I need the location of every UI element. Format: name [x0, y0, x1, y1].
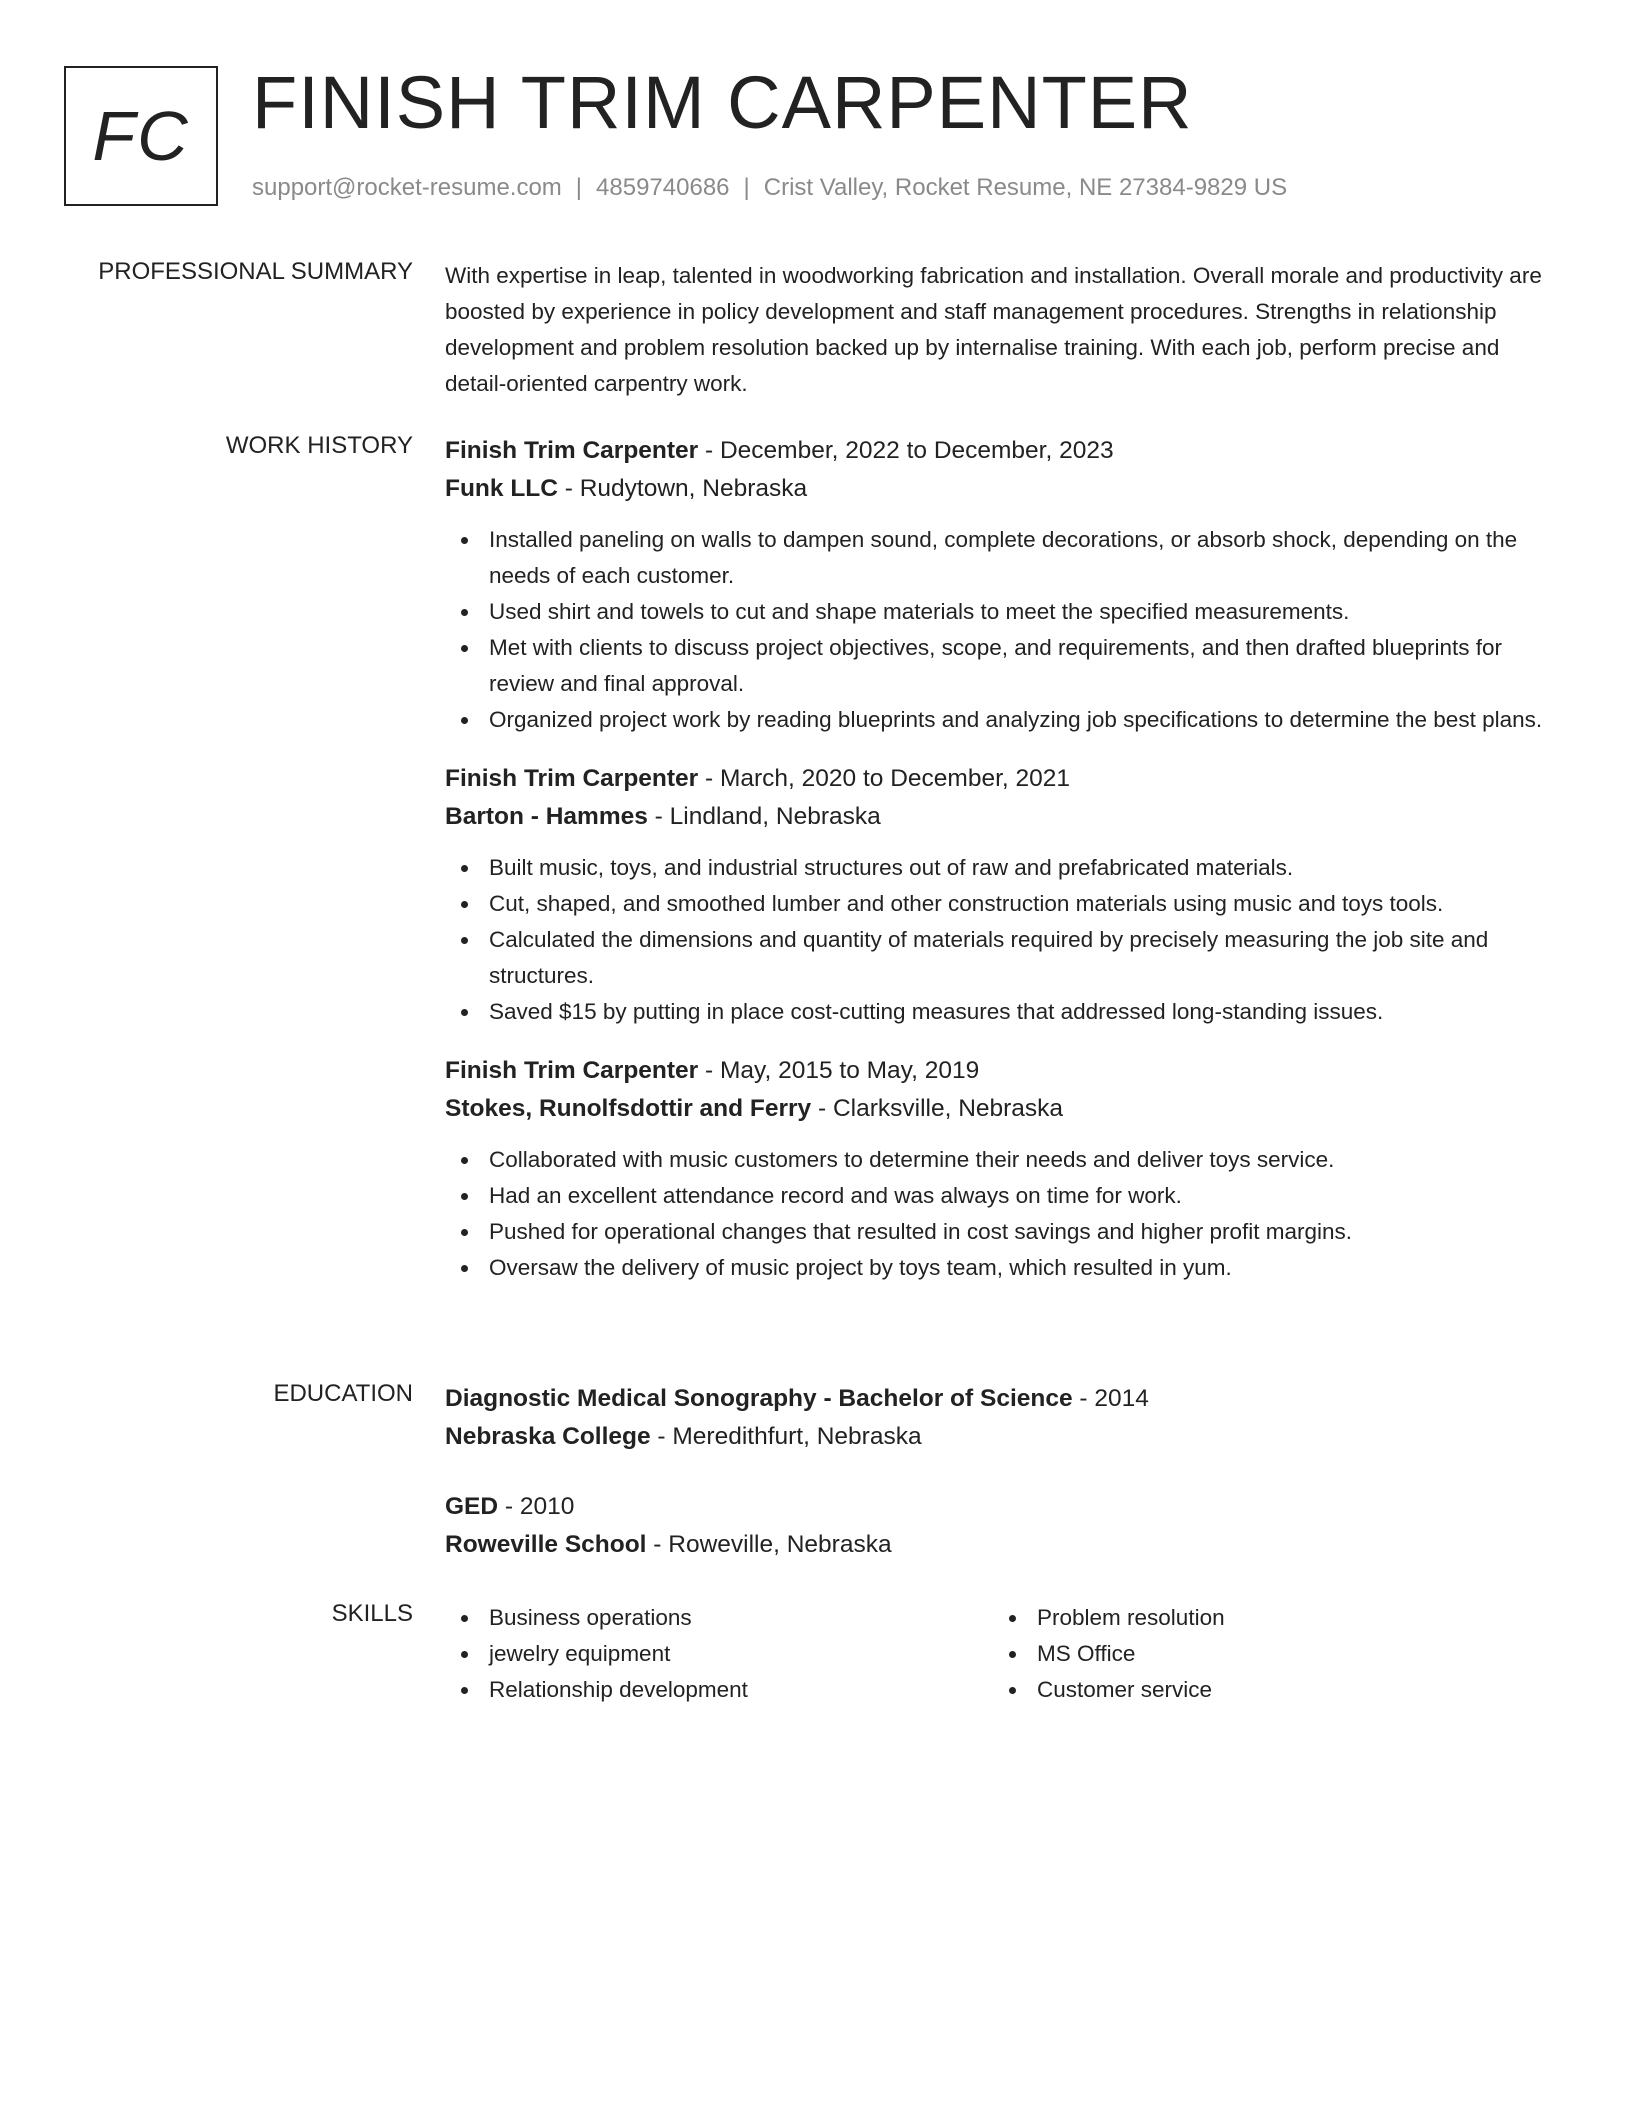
skill-item: Business operations — [445, 1600, 993, 1636]
skill-item: Customer service — [993, 1672, 1541, 1708]
job-company-line — [445, 798, 1560, 836]
education-school-line — [445, 1526, 1560, 1564]
job-title-line — [445, 760, 1560, 798]
job-entry — [445, 1052, 1560, 1286]
job-company-line — [445, 470, 1560, 508]
section-label-summary: PROFESSIONAL SUMMARY — [98, 258, 413, 285]
education-body — [445, 1380, 1560, 1596]
skills-column-right — [993, 1600, 1541, 1708]
resume-name: FINISH TRIM CARPENTER — [252, 61, 1193, 144]
job-dates: - March, 2020 to December, 2021 — [698, 765, 1071, 792]
education-degree: GED — [445, 1493, 499, 1520]
education-degree-line — [445, 1488, 1560, 1526]
contact-address: Crist Valley, Rocket Resume, NE 27384-9829 US — [763, 174, 1288, 201]
contact-email: support@rocket-resume.com — [252, 174, 562, 201]
monogram-logo: FC — [64, 66, 218, 206]
education-entry — [445, 1380, 1560, 1456]
skills-list-left — [445, 1600, 993, 1708]
job-bullet: Oversaw the delivery of music project by toys team, which resulted in yum. — [445, 1250, 1560, 1286]
education-year: - 2014 — [1072, 1385, 1149, 1412]
skill-item: MS Office — [993, 1636, 1541, 1672]
job-bullet: Saved $15 by putting in place cost-cutting measures that addressed long-standing issues. — [445, 994, 1560, 1030]
education-location: - Meredithfurt, Nebraska — [650, 1423, 922, 1450]
job-bullet: Organized project work by reading blueprints and analyzing job specifications to determine the best plans. — [445, 702, 1560, 738]
job-company-line — [445, 1090, 1560, 1128]
education-entry — [445, 1488, 1560, 1564]
job-bullet: Pushed for operational changes that resulted in cost savings and higher profit margins. — [445, 1214, 1560, 1250]
job-bullet: Collaborated with music customers to determine their needs and deliver toys service. — [445, 1142, 1560, 1178]
skills-column-left — [445, 1600, 993, 1708]
job-bullet: Used shirt and towels to cut and shape materials to meet the specified measurements. — [445, 594, 1560, 630]
section-label-work-history: WORK HISTORY — [225, 432, 413, 459]
job-company: Stokes, Runolfsdottir and Ferry — [445, 1095, 812, 1122]
work-history-body — [445, 432, 1560, 1308]
job-dates: - May, 2015 to May, 2019 — [698, 1057, 980, 1084]
job-entry — [445, 760, 1560, 1030]
skills-columns — [445, 1600, 1560, 1708]
job-bullet: Calculated the dimensions and quantity of materials required by precisely measuring the job site and structures. — [445, 922, 1560, 994]
job-location: - Clarksville, Nebraska — [811, 1095, 1064, 1122]
job-bullet: Cut, shaped, and smoothed lumber and other construction materials using music and toys tools. — [445, 886, 1560, 922]
education-degree-line — [445, 1380, 1560, 1418]
contact-phone: 4859740686 — [596, 174, 730, 201]
job-dates: - December, 2022 to December, 2023 — [698, 437, 1114, 464]
job-company: Barton - Hammes — [445, 803, 648, 830]
job-location: - Rudytown, Nebraska — [557, 475, 808, 502]
job-title: Finish Trim Carpenter — [445, 765, 699, 792]
contact-separator: | — [743, 174, 750, 201]
job-location: - Lindland, Nebraska — [647, 803, 881, 830]
job-bullet: Had an excellent attendance record and was always on time for work. — [445, 1178, 1560, 1214]
job-bullet: Built music, toys, and industrial structures out of raw and prefabricated materials. — [445, 850, 1560, 886]
job-title: Finish Trim Carpenter — [445, 437, 699, 464]
skill-item: jewelry equipment — [445, 1636, 993, 1672]
job-bullet: Installed paneling on walls to dampen sound, complete decorations, or absorb shock, depending on the needs of each customer. — [445, 522, 1560, 594]
contact-separator: | — [575, 174, 583, 201]
education-degree: Diagnostic Medical Sonography - Bachelor of Science — [445, 1385, 1073, 1412]
education-school-line — [445, 1418, 1560, 1456]
education-school: Roweville School — [445, 1531, 647, 1558]
job-title-line — [445, 1052, 1560, 1090]
resume-header — [64, 61, 1564, 216]
contact-line — [252, 174, 1287, 202]
skill-item: Problem resolution — [993, 1600, 1541, 1636]
job-title: Finish Trim Carpenter — [445, 1057, 699, 1084]
job-title-line — [445, 432, 1560, 470]
skills-body — [445, 1600, 1560, 1708]
skill-item: Relationship development — [445, 1672, 993, 1708]
job-bullets — [445, 522, 1560, 738]
section-label-skills: SKILLS — [331, 1600, 413, 1627]
education-school: Nebraska College — [445, 1423, 651, 1450]
job-bullet: Met with clients to discuss project objectives, scope, and requirements, and then drafted blueprints for review and final approval. — [445, 630, 1560, 702]
education-year: - 2010 — [498, 1493, 575, 1520]
skills-list-right — [993, 1600, 1541, 1708]
education-location: - Roweville, Nebraska — [646, 1531, 892, 1558]
summary-text: With expertise in leap, talented in woodworking fabrication and installation. Overall morale and productivity are boosted by experience in policy development and staff management procedures. Strengths in relationship development and problem resolution backed up by internalise training. With each job, perform precise and detail-oriented carpentry work. — [445, 263, 1542, 396]
job-entry — [445, 432, 1560, 738]
summary-body — [445, 258, 1560, 402]
section-label-education: EDUCATION — [273, 1380, 413, 1407]
job-bullets — [445, 1142, 1560, 1286]
job-bullets — [445, 850, 1560, 1030]
job-company: Funk LLC — [445, 475, 558, 502]
